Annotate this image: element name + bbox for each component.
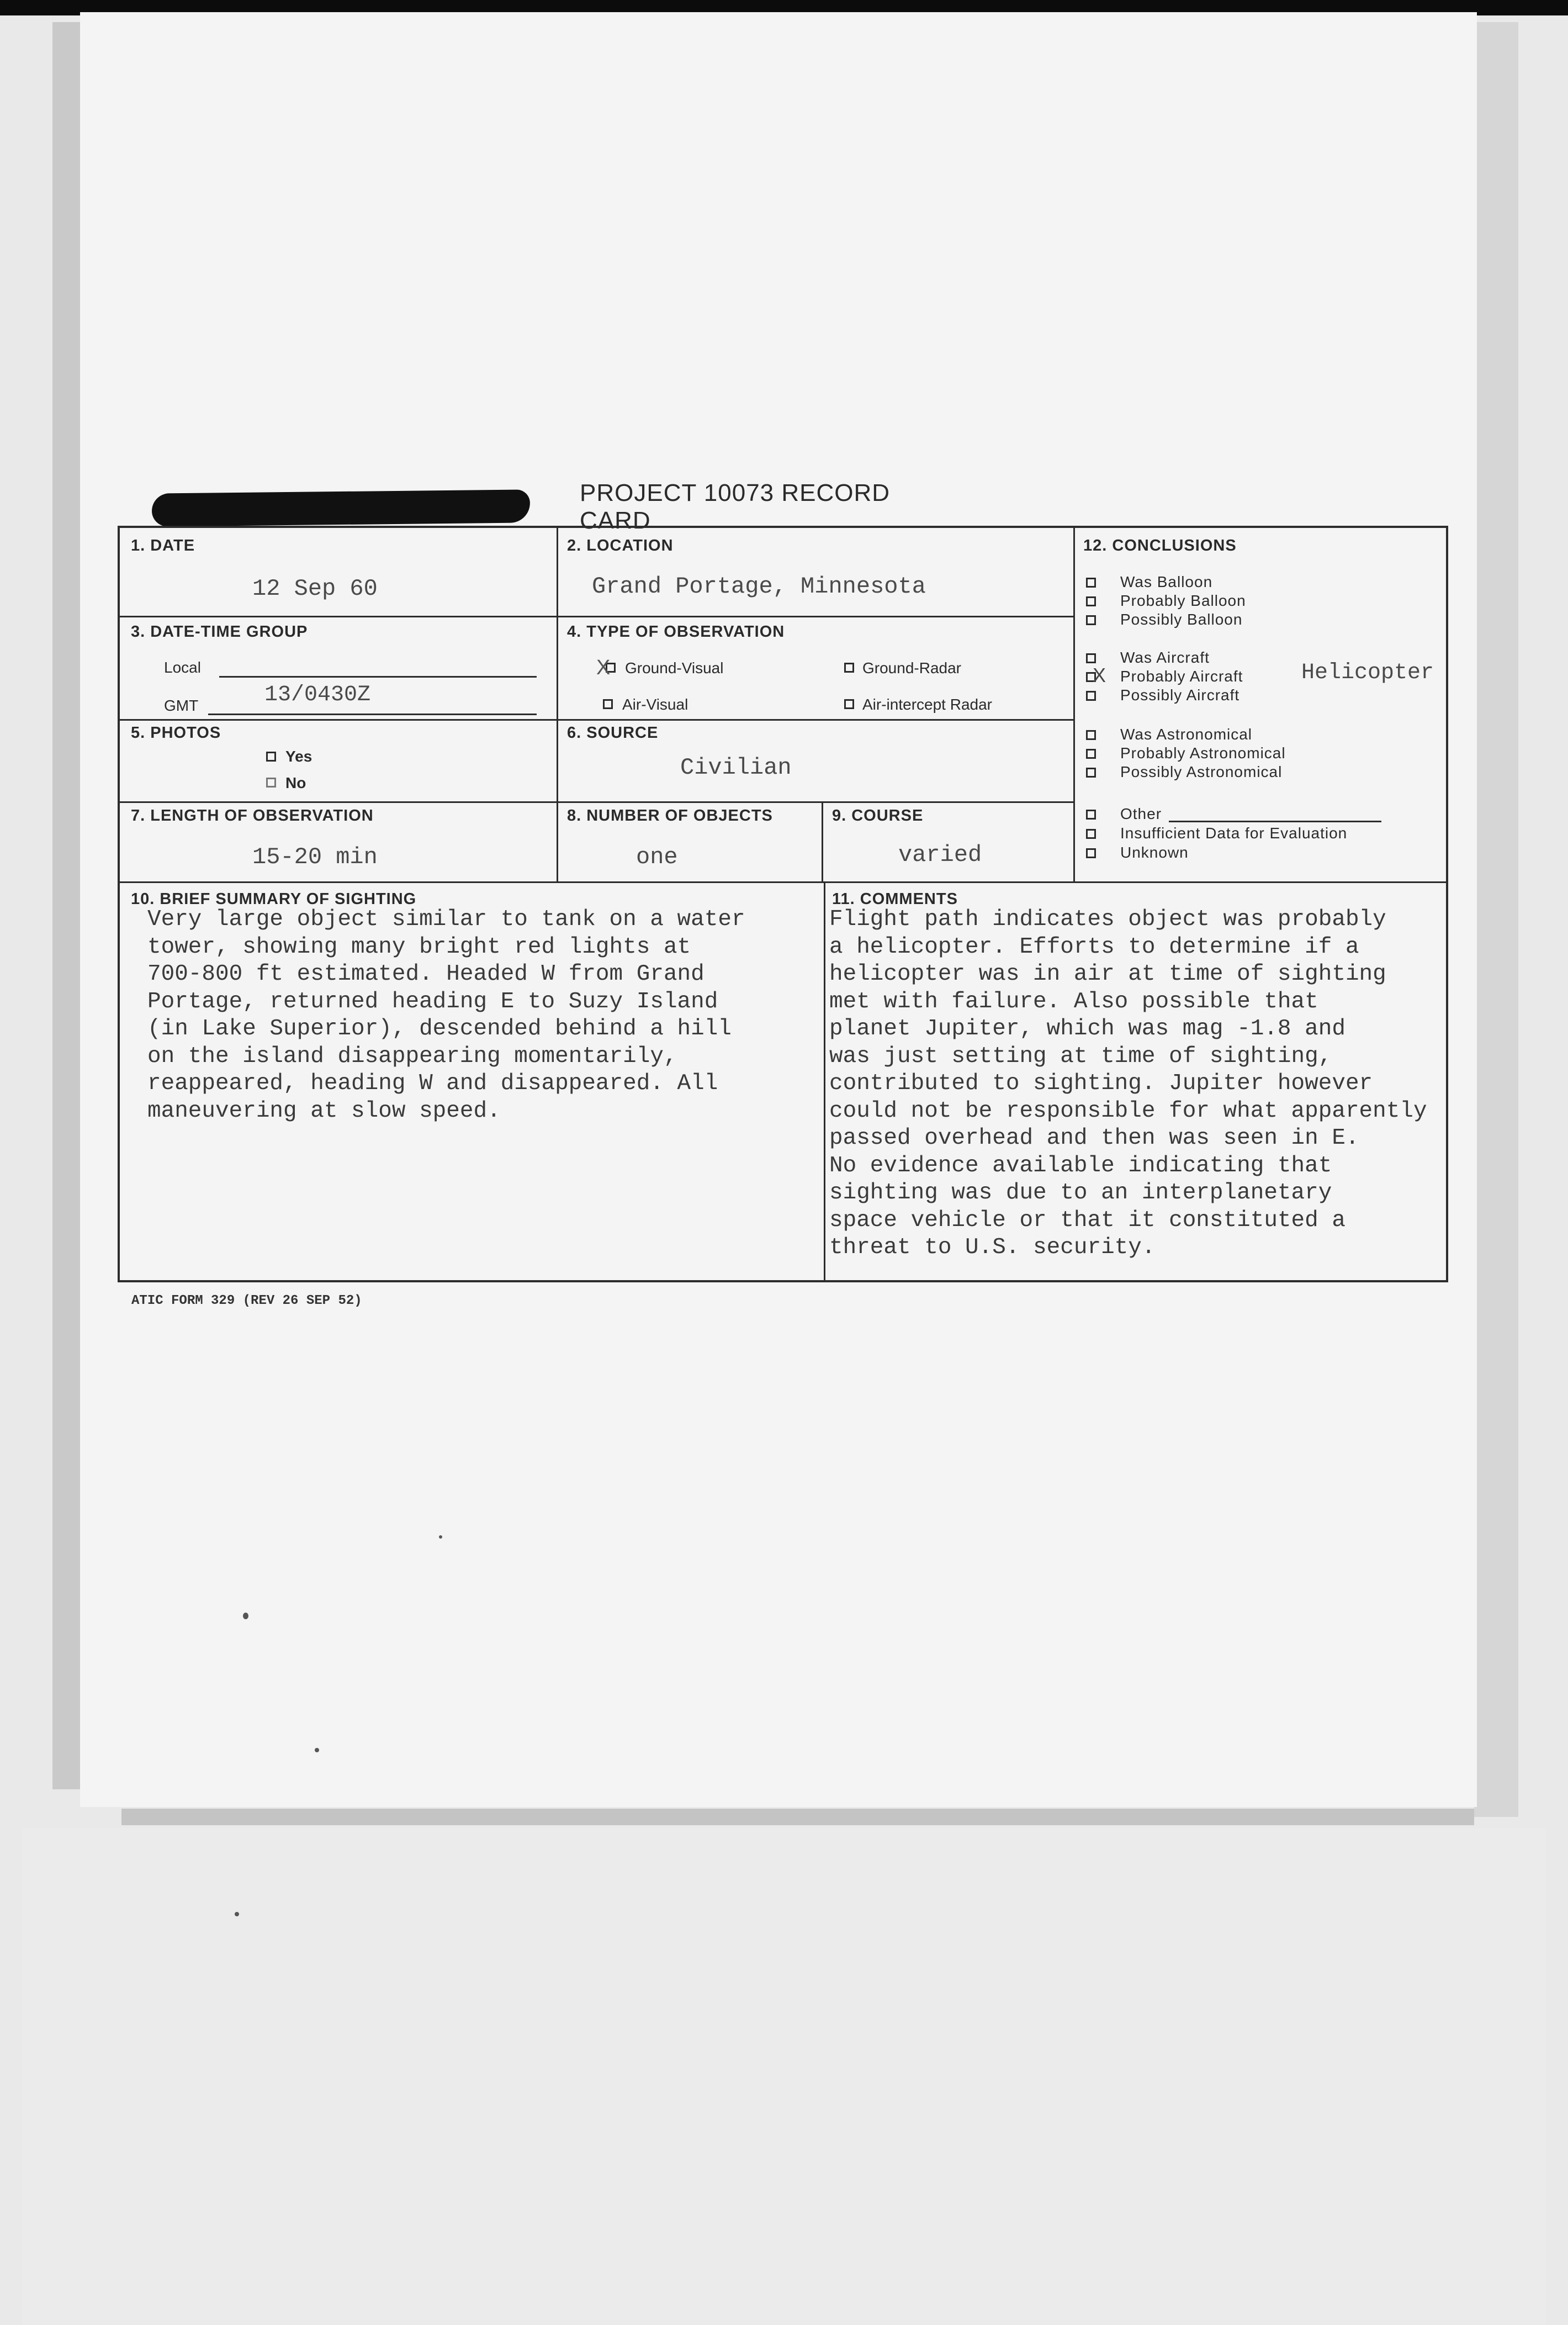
conclusion-checkbox[interactable] bbox=[1086, 596, 1096, 606]
divider-row-3 bbox=[120, 801, 1074, 803]
comments-line: helicopter was in air at time of sighting bbox=[829, 961, 1386, 987]
scan-speck bbox=[235, 1912, 239, 1916]
conclusion-probably-astronomical: Probably Astronomical bbox=[1120, 744, 1286, 762]
conclusion-was-astronomical: Was Astronomical bbox=[1120, 726, 1253, 743]
photos-no-checkbox[interactable] bbox=[266, 778, 276, 788]
divider-col-c bbox=[822, 801, 823, 881]
conclusion-checkbox[interactable] bbox=[1086, 730, 1096, 740]
helicopter-note: Helicopter bbox=[1301, 660, 1434, 685]
summary-line: tower, showing many bright red lights at bbox=[147, 934, 691, 960]
num-objects-value: one bbox=[636, 844, 678, 870]
comments-text bbox=[829, 906, 1427, 1262]
comments-label: 11. COMMENTS bbox=[832, 890, 958, 908]
divider-col-b bbox=[1073, 528, 1075, 881]
conclusion-checkbox[interactable] bbox=[1086, 691, 1096, 701]
divider-row-4 bbox=[120, 881, 1448, 883]
summary-line: Portage, returned heading E to Suzy Island bbox=[147, 989, 718, 1014]
scan-speck bbox=[315, 1748, 319, 1752]
source-label: 6. SOURCE bbox=[567, 724, 659, 742]
card-title: PROJECT 10073 RECORD CARD bbox=[580, 479, 891, 534]
course-value: varied bbox=[898, 842, 982, 868]
conclusion-possibly-balloon: Possibly Balloon bbox=[1120, 611, 1243, 628]
comments-line: No evidence available indicating that bbox=[829, 1153, 1332, 1179]
conclusion-possibly-aircraft: Possibly Aircraft bbox=[1120, 686, 1240, 704]
probably-aircraft-check-mark: X bbox=[1093, 664, 1106, 686]
summary-text bbox=[147, 906, 745, 1125]
conclusions-label: 12. CONCLUSIONS bbox=[1083, 537, 1237, 554]
scan-speck bbox=[243, 1613, 248, 1619]
length-label: 7. LENGTH OF OBSERVATION bbox=[131, 807, 374, 825]
comments-line: a helicopter. Efforts to determine if a bbox=[829, 934, 1359, 960]
sheet-bottom-edge bbox=[121, 1809, 1474, 1825]
ground-radar-label: Ground-Radar bbox=[862, 659, 961, 677]
air-visual-label: Air-Visual bbox=[622, 696, 688, 713]
comments-line: sighting was due to an interplanetary bbox=[829, 1180, 1332, 1206]
conclusion-probably-aircraft: Probably Aircraft bbox=[1120, 668, 1243, 685]
ground-radar-checkbox[interactable] bbox=[844, 663, 854, 673]
background-paper bbox=[22, 1828, 1546, 2325]
summary-line: reappeared, heading W and disappeared. All bbox=[147, 1071, 718, 1096]
date-label: 1. DATE bbox=[131, 537, 195, 554]
ground-visual-check-mark: X bbox=[596, 656, 611, 679]
photos-label: 5. PHOTOS bbox=[131, 724, 221, 742]
ground-visual-label: Ground-Visual bbox=[625, 659, 724, 677]
course-label: 9. COURSE bbox=[832, 807, 924, 825]
num-objects-label: 8. NUMBER OF OBJECTS bbox=[567, 807, 773, 825]
comments-line: passed overhead and then was seen in E. bbox=[829, 1125, 1359, 1151]
dtg-gmt-value: 13/0430Z bbox=[264, 683, 371, 707]
location-value: Grand Portage, Minnesota bbox=[592, 573, 926, 600]
comments-line: met with failure. Also possible that bbox=[829, 989, 1318, 1014]
observation-type-label: 4. TYPE OF OBSERVATION bbox=[567, 623, 785, 641]
divider-summary bbox=[824, 881, 825, 1282]
dtg-gmt-label: GMT bbox=[164, 697, 199, 714]
conclusion-checkbox[interactable] bbox=[1086, 615, 1096, 625]
dtg-gmt-line bbox=[208, 714, 537, 715]
conclusion-insufficient-data: Insufficient Data for Evaluation bbox=[1120, 825, 1348, 842]
photos-no-label: No bbox=[285, 774, 306, 791]
air-visual-checkbox[interactable] bbox=[603, 699, 613, 709]
record-form bbox=[118, 526, 1448, 1282]
form-number: ATIC FORM 329 (REV 26 SEP 52) bbox=[131, 1293, 362, 1308]
photos-yes-label: Yes bbox=[285, 748, 312, 765]
date-value: 12 Sep 60 bbox=[252, 575, 378, 602]
redaction-mark bbox=[152, 489, 531, 526]
air-intercept-radar-checkbox[interactable] bbox=[844, 699, 854, 709]
comments-line: space vehicle or that it constituted a bbox=[829, 1207, 1345, 1233]
conclusion-checkbox[interactable] bbox=[1086, 749, 1096, 759]
scan-speck bbox=[439, 1535, 442, 1539]
photos-yes-checkbox[interactable] bbox=[266, 752, 276, 762]
summary-line: on the island disappearing momentarily, bbox=[147, 1043, 677, 1069]
comments-line: Flight path indicates object was probably bbox=[829, 907, 1386, 932]
summary-line: 700-800 ft estimated. Headed W from Grand bbox=[147, 961, 704, 987]
comments-line: contributed to sighting. Jupiter however bbox=[829, 1071, 1373, 1096]
divider-col-a bbox=[557, 528, 558, 881]
conclusion-was-aircraft: Was Aircraft bbox=[1120, 649, 1210, 666]
location-label: 2. LOCATION bbox=[567, 537, 674, 554]
conclusion-possibly-astronomical: Possibly Astronomical bbox=[1120, 763, 1283, 780]
summary-line: Very large object similar to tank on a water bbox=[147, 907, 745, 932]
conclusion-checkbox[interactable] bbox=[1086, 768, 1096, 778]
page-shadow-right bbox=[1474, 22, 1518, 1817]
summary-line: (in Lake Superior), descended behind a hill bbox=[147, 1016, 732, 1042]
comments-line: was just setting at time of sighting, bbox=[829, 1043, 1332, 1069]
dtg-local-line bbox=[219, 676, 537, 678]
summary-label: 10. BRIEF SUMMARY OF SIGHTING bbox=[131, 890, 417, 908]
comments-line: could not be responsible for what apparently bbox=[829, 1098, 1427, 1124]
conclusion-checkbox[interactable] bbox=[1086, 829, 1096, 839]
dtg-local-label: Local bbox=[164, 659, 201, 676]
length-value: 15-20 min bbox=[252, 844, 378, 870]
conclusion-checkbox[interactable] bbox=[1086, 653, 1096, 663]
other-line bbox=[1169, 821, 1381, 822]
conclusion-other: Other bbox=[1120, 805, 1162, 822]
source-value: Civilian bbox=[680, 754, 792, 781]
divider-row-2 bbox=[120, 719, 1074, 721]
air-intercept-radar-label: Air-intercept Radar bbox=[862, 696, 992, 713]
comments-line: planet Jupiter, which was mag -1.8 and bbox=[829, 1016, 1345, 1042]
conclusion-probably-balloon: Probably Balloon bbox=[1120, 592, 1246, 609]
conclusion-checkbox[interactable] bbox=[1086, 848, 1096, 858]
dtg-label: 3. DATE-TIME GROUP bbox=[131, 623, 308, 641]
conclusion-checkbox[interactable] bbox=[1086, 810, 1096, 820]
summary-line: maneuvering at slow speed. bbox=[147, 1098, 501, 1124]
conclusion-was-balloon: Was Balloon bbox=[1120, 573, 1213, 590]
conclusion-checkbox[interactable] bbox=[1086, 578, 1096, 588]
comments-line: threat to U.S. security. bbox=[829, 1235, 1156, 1260]
divider-row-1 bbox=[120, 616, 1074, 617]
conclusion-unknown: Unknown bbox=[1120, 844, 1189, 861]
